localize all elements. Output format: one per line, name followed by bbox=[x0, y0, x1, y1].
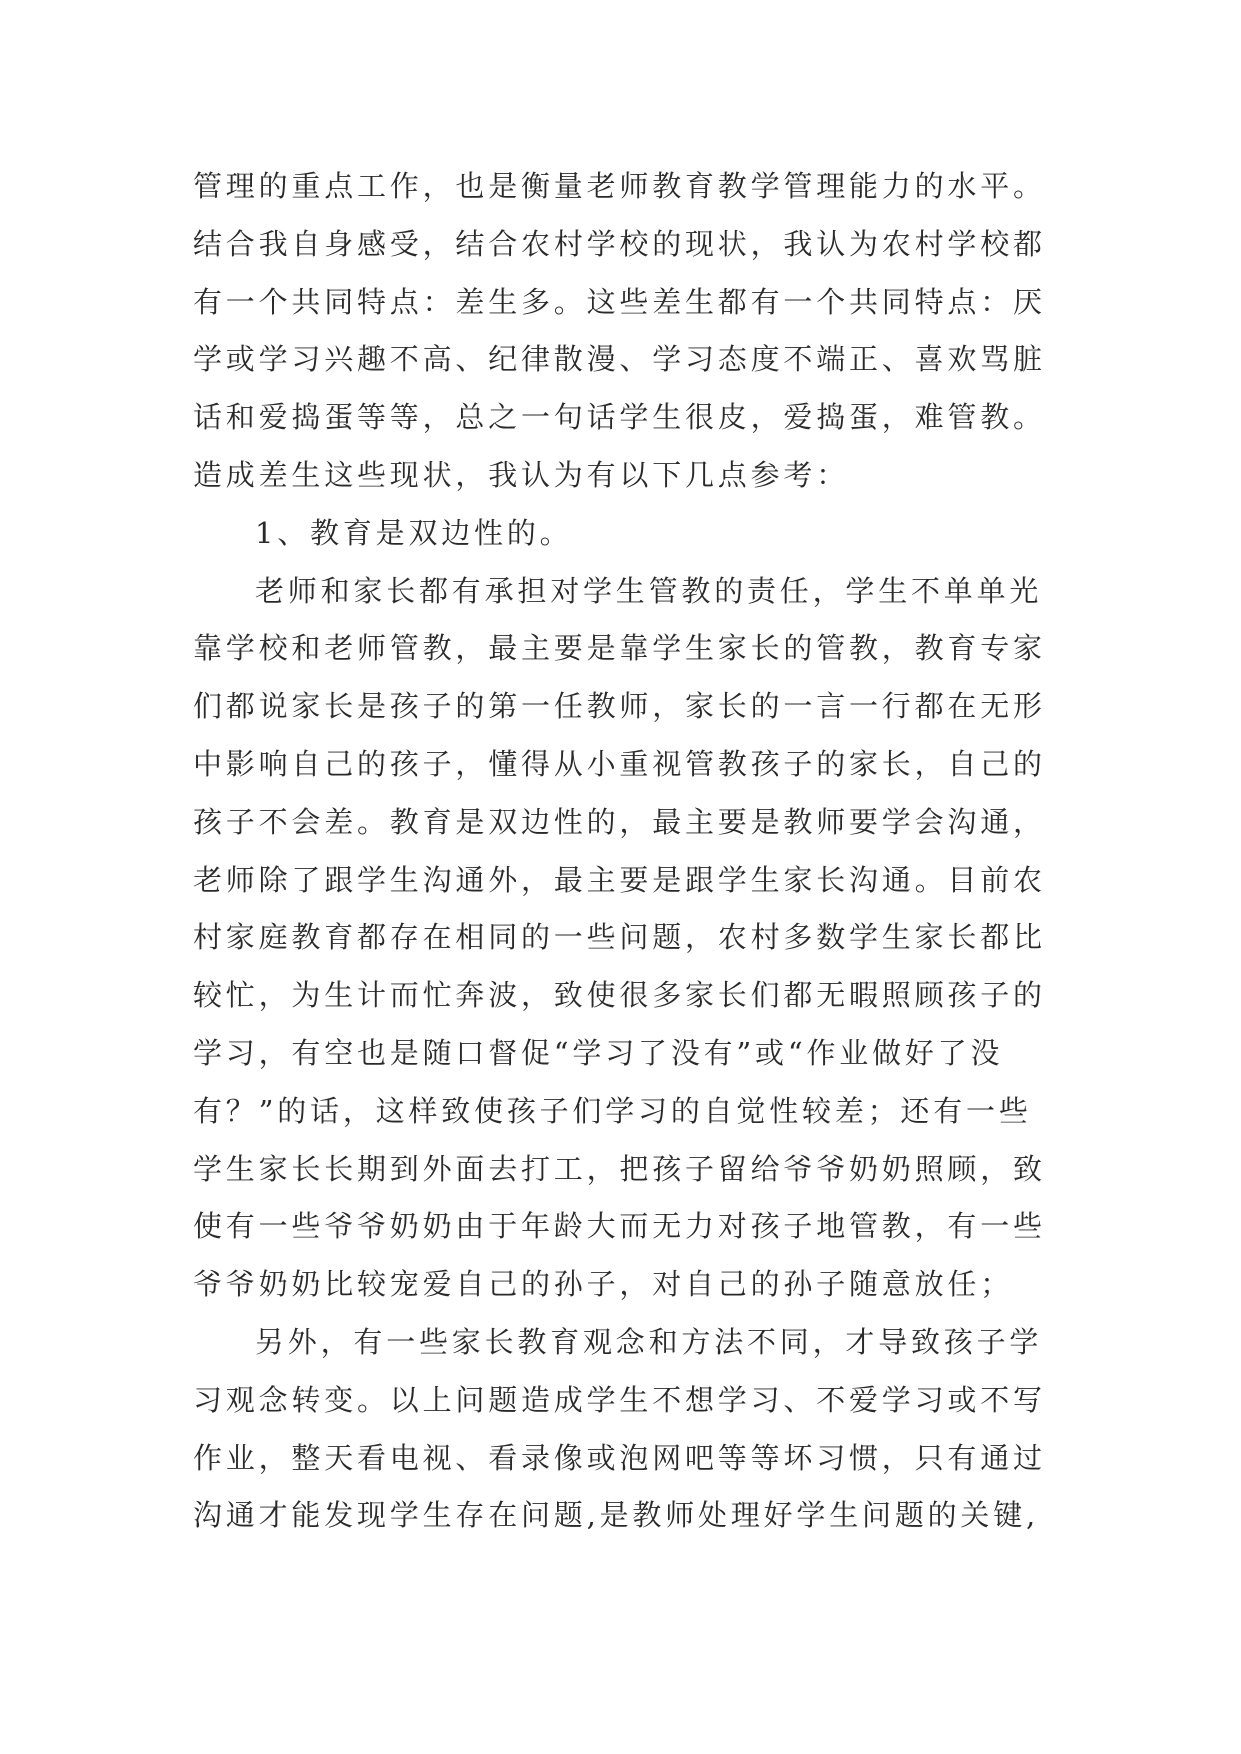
text-line: 另外，有一些家长教育观念和方法不同，才导致孩子学 bbox=[255, 1324, 1043, 1359]
text-line: 使有一些爷爷奶奶由于年龄大而无力对孩子地管教，有一些 bbox=[193, 1209, 1046, 1244]
text-line: 有一个共同特点：差生多。这些差生都有一个共同特点：厌 bbox=[193, 284, 1046, 319]
text-line: 有？”的话，这样致使孩子们学习的自觉性较差；还有一些 bbox=[193, 1093, 1032, 1128]
text-line: 较忙，为生计而忙奔波，致使很多家长们都无暇照顾孩子的 bbox=[193, 978, 1046, 1013]
text-line: 结合我自身感受，结合农村学校的现状，我认为农村学校都 bbox=[193, 226, 1046, 261]
text-line: 习观念转变。以上问题造成学生不想学习、不爱学习或不写 bbox=[193, 1382, 1046, 1417]
text-line: 学或学习兴趣不高、纪律散漫、学习态度不端正、喜欢骂脏 bbox=[193, 342, 1046, 377]
document-body-text bbox=[193, 158, 1063, 1545]
text-line: 学生家长长期到外面去打工，把孩子留给爷爷奶奶照顾，致 bbox=[193, 1151, 1046, 1186]
text-line: 话和爱捣蛋等等，总之一句话学生很皮，爱捣蛋，难管教。 bbox=[193, 400, 1046, 435]
text-line: 爷爷奶奶比较宠爱自己的孙子，对自己的孙子随意放任； bbox=[193, 1267, 1014, 1302]
text-line: 管理的重点工作，也是衡量老师教育教学管理能力的水平。 bbox=[193, 169, 1046, 203]
text-line: 靠学校和老师管教，最主要是靠学生家长的管教，教育专家 bbox=[193, 631, 1046, 666]
text-line: 中影响自己的孩子，懂得从小重视管教孩子的家长，自己的 bbox=[193, 746, 1046, 781]
text-line: 们都说家长是孩子的第一任教师，家长的一言一行都在无形 bbox=[193, 689, 1046, 724]
text-line: 作业，整天看电视、看录像或泡网吧等等坏习惯，只有通过 bbox=[193, 1440, 1046, 1475]
text-line: 村家庭教育都存在相同的一些问题，农村多数学生家长都比 bbox=[193, 920, 1046, 955]
text-line: 学习，有空也是随口督促“学习了没有”或“作业做好了没 bbox=[193, 1035, 1004, 1070]
text-line: 孩子不会差。教育是双边性的，最主要是教师要学会沟通， bbox=[193, 804, 1046, 839]
text-line: 老师和家长都有承担对学生管教的责任，学生不单单光 bbox=[255, 573, 1043, 608]
text-line: 造成差生这些现状，我认为有以下几点参考： bbox=[193, 457, 850, 492]
text-line: 沟通才能发现学生存在问题,是教师处理好学生问题的关键, bbox=[193, 1498, 1040, 1533]
text-line: 1、教育是双边性的。 bbox=[255, 515, 573, 550]
text-line: 老师除了跟学生沟通外，最主要是跟学生家长沟通。目前农 bbox=[193, 862, 1046, 897]
